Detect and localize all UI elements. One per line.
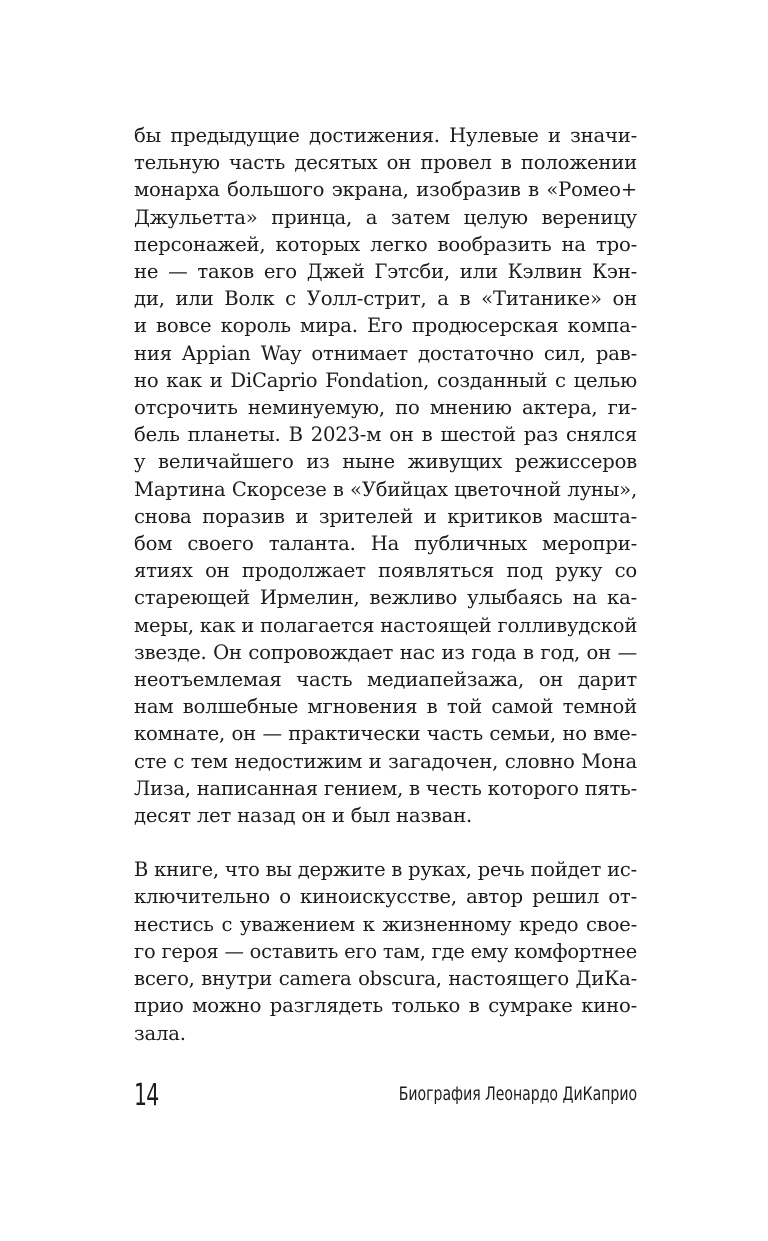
text-line: персонажей, которых легко вообразить на тро- <box>134 232 637 256</box>
text-line: и вовсе король мира. Его продюсерская компа- <box>134 314 637 338</box>
text-line: неотъемлемая часть медиапейзажа, он дарит <box>134 668 637 692</box>
text-line: звезде. Он сопровождает нас из года в год, он — <box>134 640 637 664</box>
text-line: бы предыдущие достижения. Нулевые и значи- <box>134 124 637 147</box>
page-body <box>134 122 637 1047</box>
text-line: меры, как и полагается настоящей голливудской <box>134 613 638 637</box>
text-line: Джульетта» принца, а затем целую вереницу <box>134 205 637 229</box>
text-line: снова поразив и зрителей и критиков масшта- <box>134 504 637 528</box>
text-line: бом своего таланта. На публичных меропри- <box>134 532 637 556</box>
page-number: 14 <box>134 1078 159 1113</box>
running-title: Биография Леонардо ДиКаприо <box>398 1083 637 1105</box>
text-line: нам волшебные мгновения в той самой темной <box>134 695 637 719</box>
text-line: ключительно о киноискусстве, автор решил от- <box>134 885 637 909</box>
text-line: монарха большого экрана, изобразив в «Ромео+ <box>134 178 637 202</box>
text-line: ятиях он продолжает появляться под руку со <box>134 559 637 583</box>
page-footer <box>134 1078 637 1114</box>
text-line: тельную часть десятых он провел в положении <box>134 151 637 175</box>
text-line: ди, или Волк с Уолл-стрит, а в «Титанике» он <box>134 287 637 311</box>
text-line: комнате, он — практически часть семьи, но вме- <box>134 722 637 746</box>
text-line: всего, внутри camera obscura, настоящего ДиКа- <box>134 967 637 991</box>
text-line: у величайшего из ныне живущих режиссеров <box>134 450 637 474</box>
text-line: Лиза, написанная гением, в честь которого пять- <box>134 776 637 800</box>
text-line: не — таков его Джей Гэтсби, или Кэлвин Кэн- <box>134 260 637 284</box>
text-line: отсрочить неминуемую, по мнению актера, ги- <box>134 396 637 420</box>
text-line: В книге, что вы держите в руках, речь пойдет ис- <box>134 858 637 882</box>
text-line: но как и DiCaprio Fondation, созданный с целью <box>134 368 637 392</box>
text-line: стареющей Ирмелин, вежливо улыбаясь на ка- <box>134 586 637 610</box>
text-line: нестись с уважением к жизненному кредо свое- <box>134 912 637 936</box>
text-line: го героя — оставить его там, где ему комфортнее <box>134 939 637 963</box>
text-line: бель планеты. В 2023-м он в шестой раз снялся <box>134 423 637 447</box>
paragraph-2 <box>134 856 637 1046</box>
text-line: сте с тем недостижим и загадочен, словно Мона <box>134 749 637 773</box>
text-line: зала. <box>134 1021 186 1045</box>
text-line: ния Appian Way отнимает достаточно сил, рав- <box>134 341 637 365</box>
text-line: десят лет назад он и был назван. <box>134 804 473 828</box>
text-line: Мартина Скорсезе в «Убийцах цветочной луны», <box>134 477 637 501</box>
paragraph-1 <box>134 122 637 829</box>
text-line: прио можно разглядеть только в сумраке кино- <box>134 994 637 1018</box>
